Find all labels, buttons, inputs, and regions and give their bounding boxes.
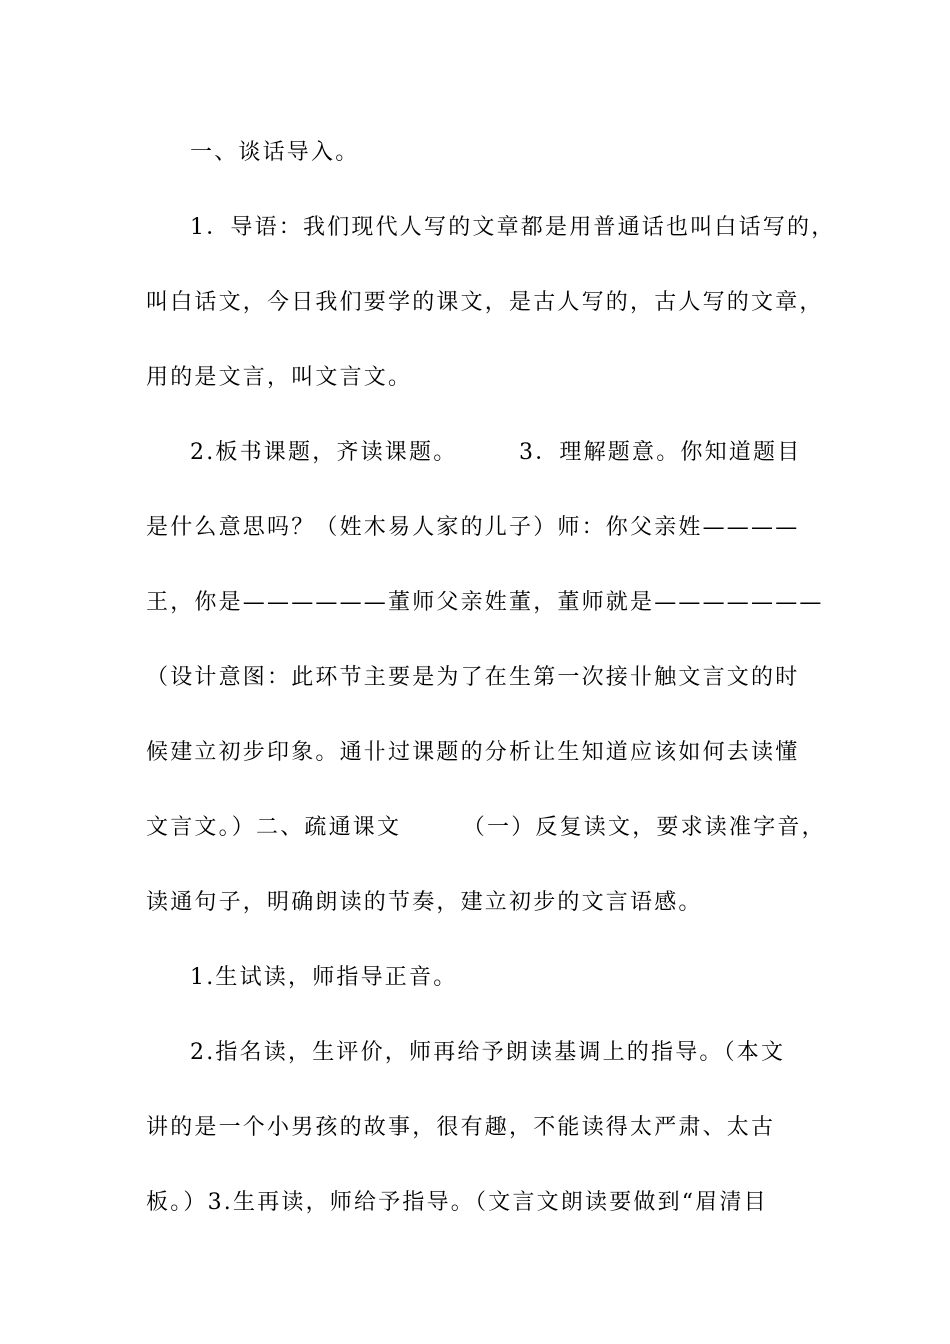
paragraph-line: 是什么意思吗？（姓木易人家的儿子）师：你父亲姓———— bbox=[146, 515, 800, 540]
paragraph-line: 候建立初步印象。通卝过课题的分析让生知道应该如何去读懂 bbox=[146, 740, 800, 765]
paragraph-line: 王，你是——————董师父亲姓董，董师就是——————— bbox=[146, 590, 824, 615]
paragraph-line: （设计意图：此环节主要是为了在生第一次接卝触文言文的时 bbox=[146, 665, 800, 690]
paragraph-line: 讲的是一个小男孩的故事，很有趣，不能读得太严肃、太古 bbox=[146, 1115, 776, 1140]
paragraph-line: 用的是文言，叫文言文。 bbox=[146, 365, 413, 390]
paragraph-line: 读通句子，明确朗读的节奏，建立初步的文言语感。 bbox=[146, 890, 703, 915]
paragraph-line: 1.生试读，师指导正音。 bbox=[190, 965, 458, 990]
paragraph-line: 文言文。）二、疏通课文 （一）反复读文，要求读准字音， bbox=[146, 815, 826, 840]
paragraph-line: 2.指名读，生评价，师再给予朗读基调上的指导。（本文 bbox=[190, 1040, 786, 1065]
paragraph-line: 2.板书课题，齐读课题。 3．理解题意。你知道题目 bbox=[190, 440, 802, 465]
paragraph-line: 板。）3.生再读，师给予指导。（文言文朗读要做到“眉清目 bbox=[146, 1190, 768, 1215]
paragraph-line: 叫白话文，今日我们要学的课文，是古人写的，古人写的文章， bbox=[146, 290, 824, 315]
paragraph-line: 1．导语：我们现代人写的文章都是用普通话也叫白话写的， bbox=[190, 215, 836, 240]
heading-conversation-intro: 一、谈话导入。 bbox=[190, 140, 360, 165]
